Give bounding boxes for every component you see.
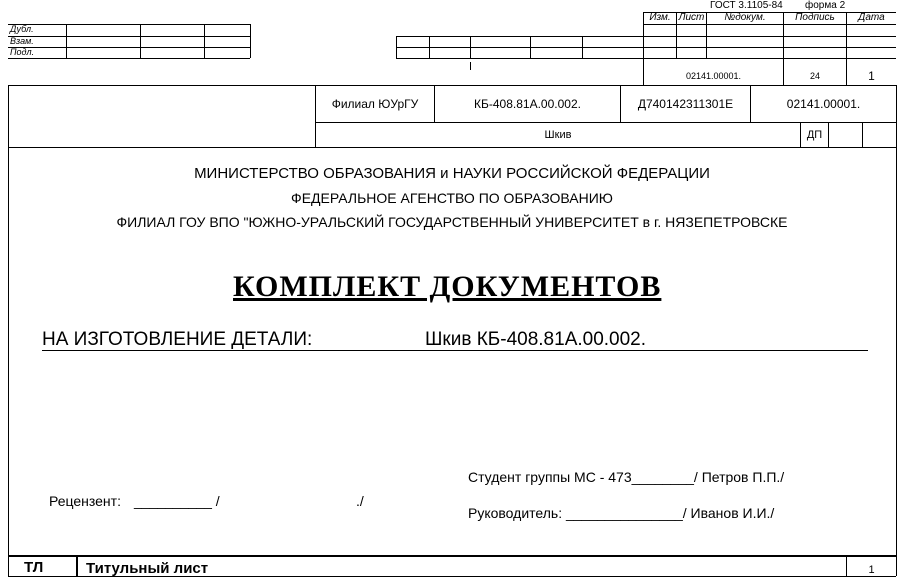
footer-title: Титульный лист bbox=[86, 560, 209, 577]
subject-label: НА ИЗГОТОВЛЕНИЕ ДЕТАЛИ: bbox=[42, 329, 313, 350]
footer-code: ТЛ bbox=[24, 559, 44, 576]
main-title: КОМПЛЕКТ ДОКУМЕНТОВ bbox=[233, 270, 662, 303]
gost-label: ГОСТ 3.1105-84 bbox=[710, 0, 783, 11]
footer-page: 1 bbox=[868, 564, 875, 576]
stamp-sheet-number: 1 bbox=[868, 69, 875, 83]
izm-header: Изм. bbox=[649, 12, 671, 23]
vzam-label: Взам. bbox=[10, 36, 34, 46]
stamp-sheets-total: 24 bbox=[809, 71, 820, 81]
code-cell: Д740142311301Е bbox=[637, 97, 734, 111]
reviewer-end: ./ bbox=[356, 493, 364, 509]
list-header: Лист bbox=[678, 12, 705, 23]
org-cell: Филиал ЮУрГУ bbox=[331, 97, 419, 111]
reviewer-label: Рецензент: bbox=[49, 493, 121, 509]
dokum-header: №докум. bbox=[724, 12, 766, 23]
stage-cell: ДП bbox=[806, 129, 823, 141]
podl-label: Подл. bbox=[10, 47, 35, 57]
subject-value: Шкив КБ-408.81А.00.002. bbox=[425, 329, 647, 350]
ministry-line: МИНИСТЕРСТВО ОБРАЗОВАНИЯ и НАУКИ РОССИЙСКОЙ ФЕДЕРАЦИИ bbox=[194, 165, 710, 182]
form-label: форма 2 bbox=[805, 0, 846, 11]
part-name-cell: Шкив bbox=[544, 129, 572, 141]
reviewer-blank: __________ / bbox=[134, 493, 220, 509]
doc-no-cell: 02141.00001. bbox=[786, 97, 861, 111]
student-signature: Студент группы МС - 473________/ Петров П.П./ bbox=[468, 469, 785, 485]
university-line: ФИЛИАЛ ГОУ ВПО "ЮЖНО-УРАЛЬСКИЙ ГОСУДАРСТВЕННЫЙ УНИВЕРСИТЕТ в г. НЯЗЕПЕТРОВСКЕ bbox=[116, 214, 788, 230]
supervisor-signature: Руководитель: _______________/ Иванов И.И./ bbox=[468, 505, 775, 521]
drawing-no-cell: КБ-408.81А.00.002. bbox=[474, 97, 581, 111]
stamp-doc-code: 02141.00001. bbox=[685, 71, 742, 81]
agency-line: ФЕДЕРАЛЬНОЕ АГЕНСТВО ПО ОБРАЗОВАНИЮ bbox=[291, 190, 613, 206]
data-header: Дата bbox=[858, 12, 885, 23]
subject-underline bbox=[42, 350, 868, 351]
dubl-label: Дубл. bbox=[10, 24, 34, 34]
podpis-header: Подпись bbox=[795, 12, 835, 23]
